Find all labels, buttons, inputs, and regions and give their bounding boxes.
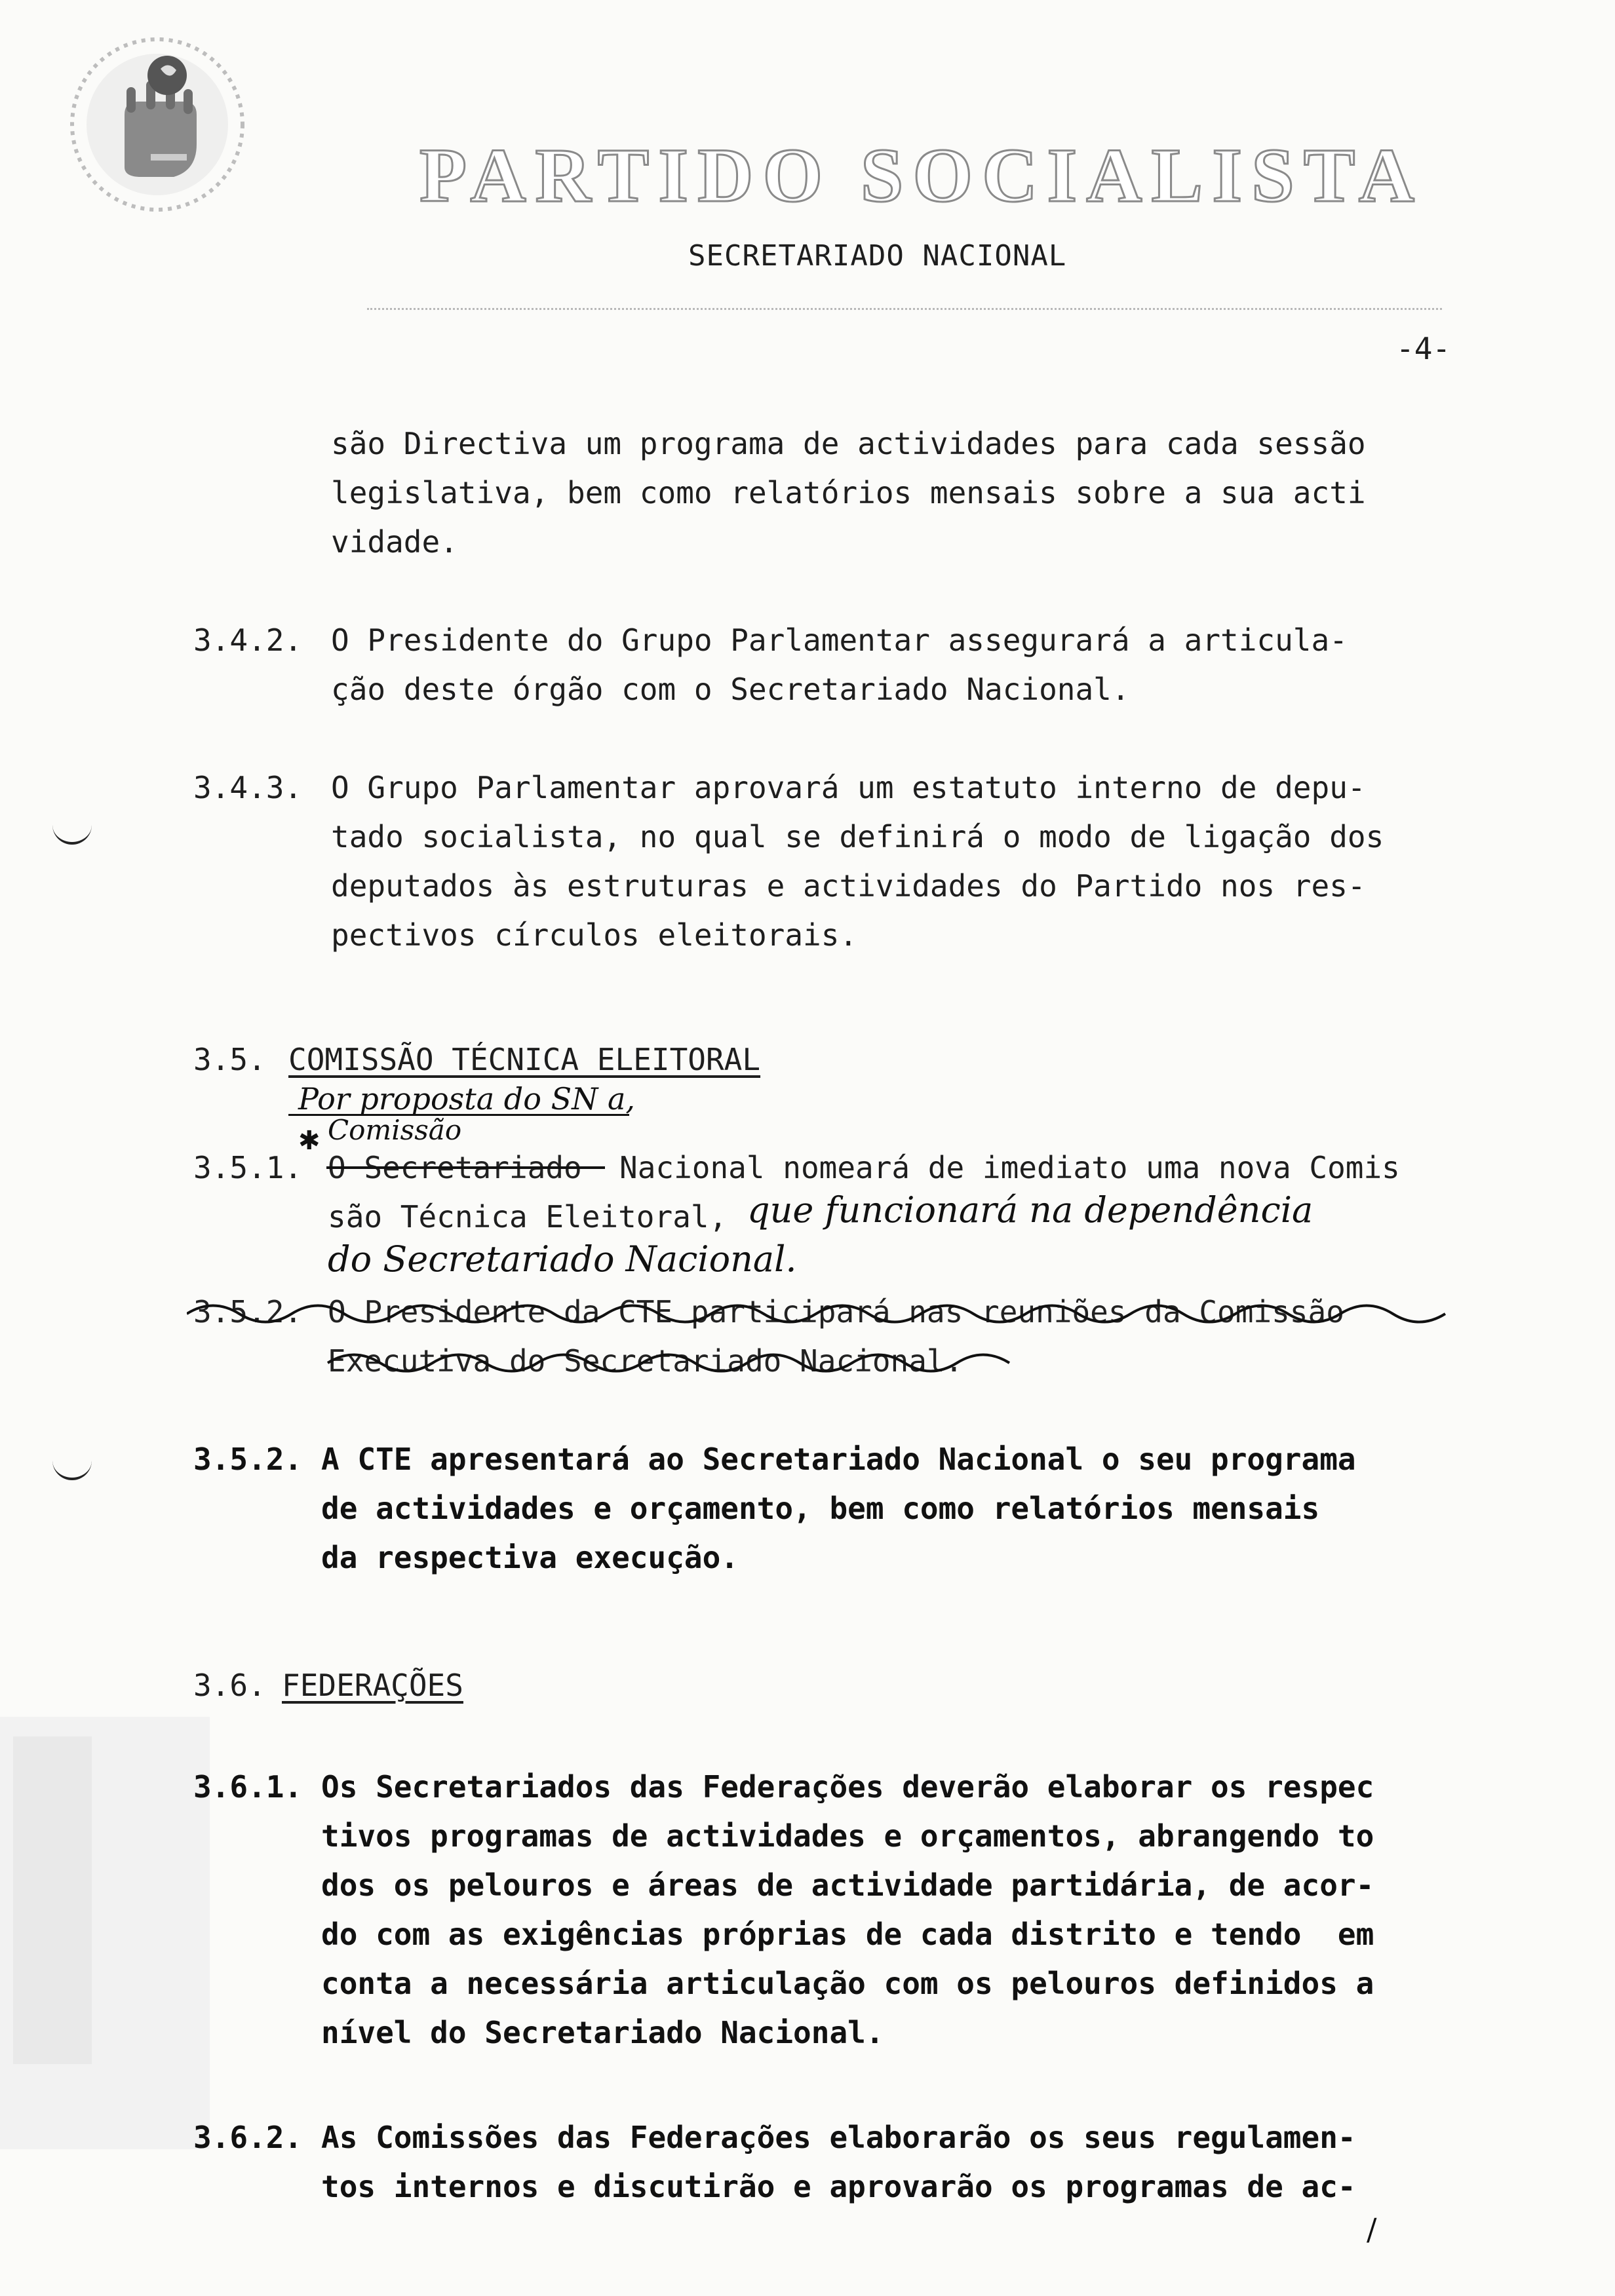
section-number: 3.5. [193, 1042, 266, 1077]
text-line: da respectiva execução. [321, 1540, 739, 1575]
section-title: COMISSÃO TÉCNICA ELEITORAL [288, 1042, 761, 1077]
text-line: deputados às estruturas e actividades do Partido nos res- [331, 868, 1366, 904]
margin-mark [52, 1458, 92, 1480]
handwritten-addition: do Secretariado Nacional. [328, 1238, 797, 1280]
text-line: legislativa, bem como relatórios mensais sobre a sua acti [331, 475, 1366, 510]
text-line: tos internos e discutirão e aprovarão os programas de ac- [321, 2169, 1356, 2204]
page-number: -4- [1396, 331, 1451, 366]
section-number: 3.4.2. [193, 622, 303, 658]
text-line: As Comissões das Federações elaborarão os seus regulamen- [321, 2120, 1356, 2155]
margin-mark [52, 822, 92, 845]
text-line: dos os pelouros e áreas de actividade partidária, de acor- [321, 1867, 1374, 1903]
text-line: são Directiva um programa de actividades para cada sessão [331, 426, 1366, 461]
text-line: O Grupo Parlamentar aprovará um estatuto interno de depu- [331, 770, 1366, 805]
party-logo [62, 29, 252, 220]
party-name: PARTIDO SOCIALISTA [419, 132, 1424, 218]
text-line: Os Secretariados das Federações deverão elaborar os respec [321, 1769, 1374, 1805]
struck-text: O Presidente da CTE participará nas reuniões da Comissão [328, 1294, 1344, 1330]
text-line: tivos programas de actividades e orçamentos, abrangendo to [321, 1818, 1374, 1854]
struck-number: 3.5.2. [193, 1294, 303, 1330]
text-line: pectivos círculos eleitorais. [331, 917, 858, 953]
scan-noise [0, 1717, 210, 2149]
section-number: 3.4.3. [193, 770, 303, 805]
text-line: do com as exigências próprias de cada distrito e tendo em [321, 1917, 1374, 1952]
section-number: 3.5.1. [193, 1150, 303, 1185]
struck-text: O Secretariado [328, 1150, 582, 1185]
struck-text: Executiva do Secretariado Nacional. [328, 1343, 963, 1379]
text-line: são Técnica Eleitoral, [328, 1199, 728, 1234]
handwritten-insert: Por proposta do SN a, [298, 1081, 635, 1117]
text-line: vidade. [331, 524, 458, 560]
handwritten-insert: Comissão [328, 1114, 462, 1146]
section-number: 3.6.1. [193, 1769, 303, 1805]
handwritten-addition: que funcionará na dependência [747, 1189, 1313, 1231]
scribble-strikethrough [187, 1288, 1471, 1386]
text-line: O Presidente do Grupo Parlamentar assegurará a articula- [331, 622, 1348, 658]
section-number: 3.6. [193, 1668, 266, 1703]
header-rule [367, 308, 1442, 310]
text-line: Nacional nomeará de imediato uma nova Comis [619, 1150, 1400, 1185]
section-number: 3.5.2. [193, 1442, 303, 1477]
text-line: ção deste órgão com o Secretariado Nacional. [331, 672, 1130, 707]
section-number: 3.6.2. [193, 2120, 303, 2155]
text-line: conta a necessária articulação com os pelouros definidos a [321, 1966, 1374, 2001]
text-line: tado socialista, no qual se definirá o modo de ligação dos [331, 819, 1384, 854]
strikethrough [326, 1166, 605, 1169]
text-line: de actividades e orçamento, bem como relatórios mensais [321, 1491, 1320, 1526]
text-line: nível do Secretariado Nacional. [321, 2015, 884, 2050]
insertion-mark: ✱ [298, 1126, 321, 1156]
continuation-mark: / [1367, 2211, 1377, 2247]
department-subtitle: SECRETARIADO NACIONAL [688, 239, 1067, 273]
text-line: A CTE apresentará ao Secretariado Nacional o seu programa [321, 1442, 1356, 1477]
section-title: FEDERAÇÕES [282, 1668, 463, 1703]
